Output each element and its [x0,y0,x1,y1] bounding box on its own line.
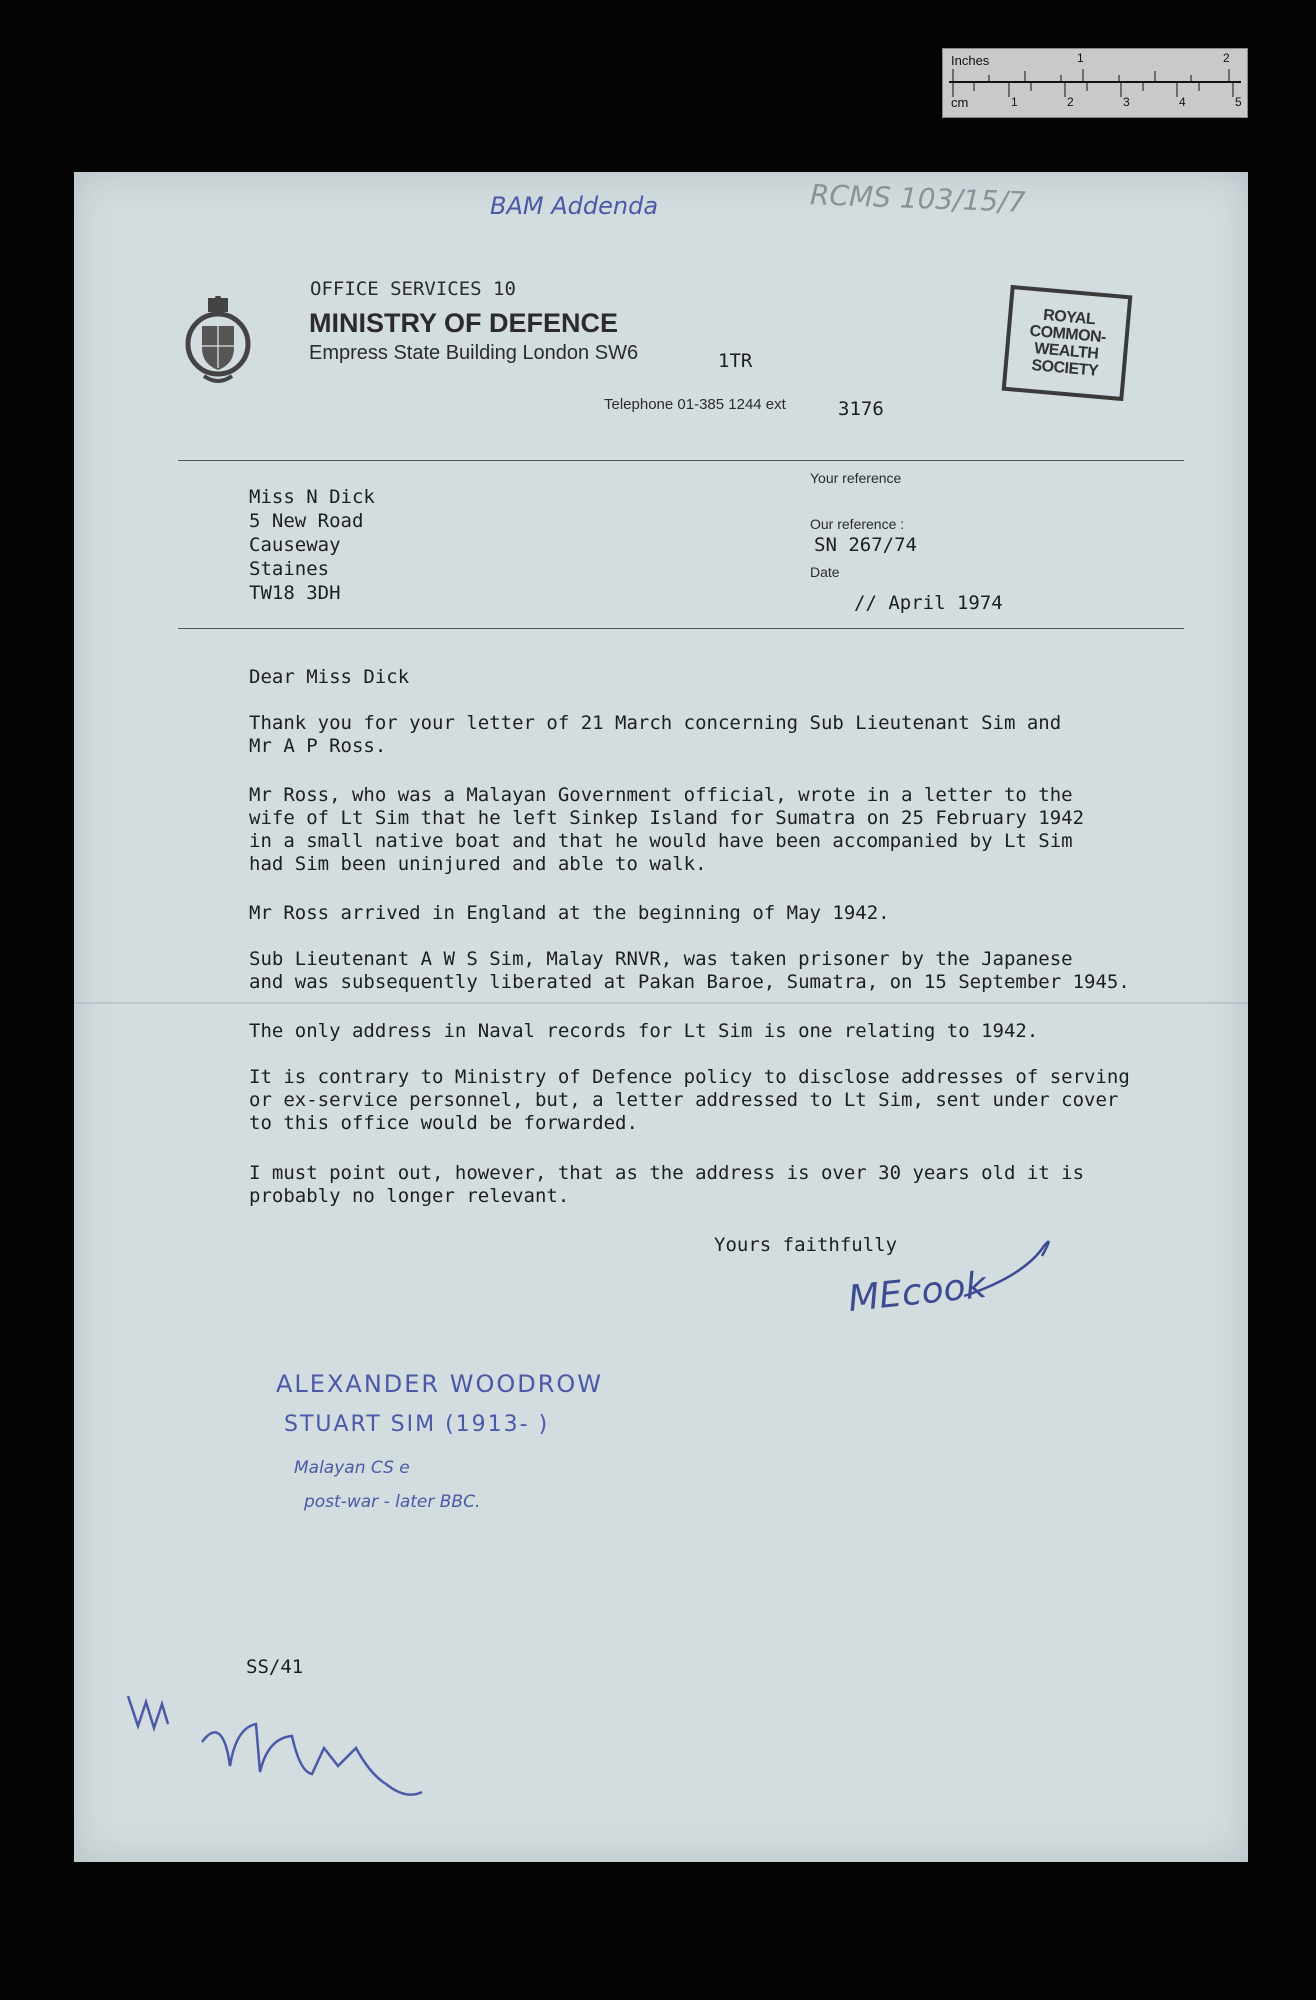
letter-date: // April 1974 [854,592,1003,614]
handwritten-note-detail: Malayan CS e [294,1458,410,1478]
handwritten-note-name: STUART SIM (1913- ) [284,1412,550,1437]
recipient-address-line: 5 New Road [249,510,364,532]
signature-flourish [954,1236,1074,1306]
letterhead-address: Empress State Building London SW6 [309,342,639,364]
ruler-cm-label: cm [951,95,969,110]
your-reference-label: Your reference [810,470,902,486]
scale-ruler [942,48,1248,118]
handwritten-note-name: ALEXANDER WOODROW [276,1370,604,1398]
ruler-ticks [943,49,1247,117]
letter-paragraph: Mr Ross, who was a Malayan Government official, wrote in a letter to the wife of Lt Sim that he left Sinkep Island for Sumatra on 25 February 1942 in a small native boat and that he would have been accompanied by Lt Sim had Sim been uninjured and able to walk. [249,784,1085,875]
postcode-suffix: 1TR [718,350,753,372]
handwritten-note-detail: post-war - later BBC. [304,1492,481,1512]
recipient-name: Miss N Dick [249,486,375,508]
ruler-cm-mark: 3 [1123,95,1130,109]
ruler-cm-mark: 2 [1067,95,1074,109]
letter-paragraph: Mr Ross arrived in England at the beginning of May 1942. [249,902,890,924]
office-services-label: OFFICE SERVICES 10 [310,278,516,300]
date-label: Date [810,564,840,580]
letter-paragraph: Sub Lieutenant A W S Sim, Malay RNVR, was taken prisoner by the Japanese and was subsequently liberated at Pakan Baroe, Sumatra, on 15 September 1945. [249,948,1130,993]
salutation: Dear Miss Dick [249,666,410,688]
recipient-postcode: TW18 3DH [249,582,341,604]
royal-commonwealth-society-stamp [1002,285,1133,401]
closing: Yours faithfully [714,1234,898,1256]
handwritten-bam-addenda: BAM Addenda [490,192,659,220]
ruler-inches-label: Inches [951,53,990,68]
our-reference-value: SN 267/74 [814,534,917,556]
our-reference-label: Our reference : [810,516,905,532]
header-divider [178,460,1184,461]
telephone-extension: 3176 [838,398,884,420]
ruler-cm-mark: 1 [1011,95,1018,109]
letter-page [74,172,1248,1862]
ruler-cm-mark: 4 [1179,95,1186,109]
paper-fold-crease [74,1002,1248,1004]
stamp-text: ROYAL COMMON- WEALTH SOCIETY [1028,306,1107,380]
recipient-address-line: Causeway [249,534,341,556]
ruler-cm-mark: 5 [1235,95,1242,109]
file-code: SS/41 [246,1656,304,1678]
address-divider [178,628,1184,629]
ministry-name: MINISTRY OF DEFENCE [309,308,619,338]
ruler-inch-mark: 2 [1223,51,1230,65]
letter-paragraph: It is contrary to Ministry of Defence policy to disclose addresses of serving or ex-service personnel, but, a letter addressed to Lt Sim, sent under cover to this office would be forwarded. [249,1066,1130,1134]
royal-crest-icon [178,296,258,390]
telephone-line: Telephone 01-385 1244 ext [604,396,786,413]
letter-paragraph: Thank you for your letter of 21 March concerning Sub Lieutenant Sim and Mr A P Ross. [249,712,1062,757]
handwritten-initials-scribble [124,1688,454,1808]
signature: MEcook [846,1264,989,1321]
recipient-address-line: Staines [249,558,330,580]
letter-paragraph: The only address in Naval records for Lt Sim is one relating to 1942. [249,1020,1039,1042]
letter-paragraph: I must point out, however, that as the address is over 30 years old it is probably no longer relevant. [249,1162,1085,1207]
handwritten-archive-reference: RCMS 103/15/7 [809,178,1027,219]
ruler-inch-mark: 1 [1077,51,1084,65]
